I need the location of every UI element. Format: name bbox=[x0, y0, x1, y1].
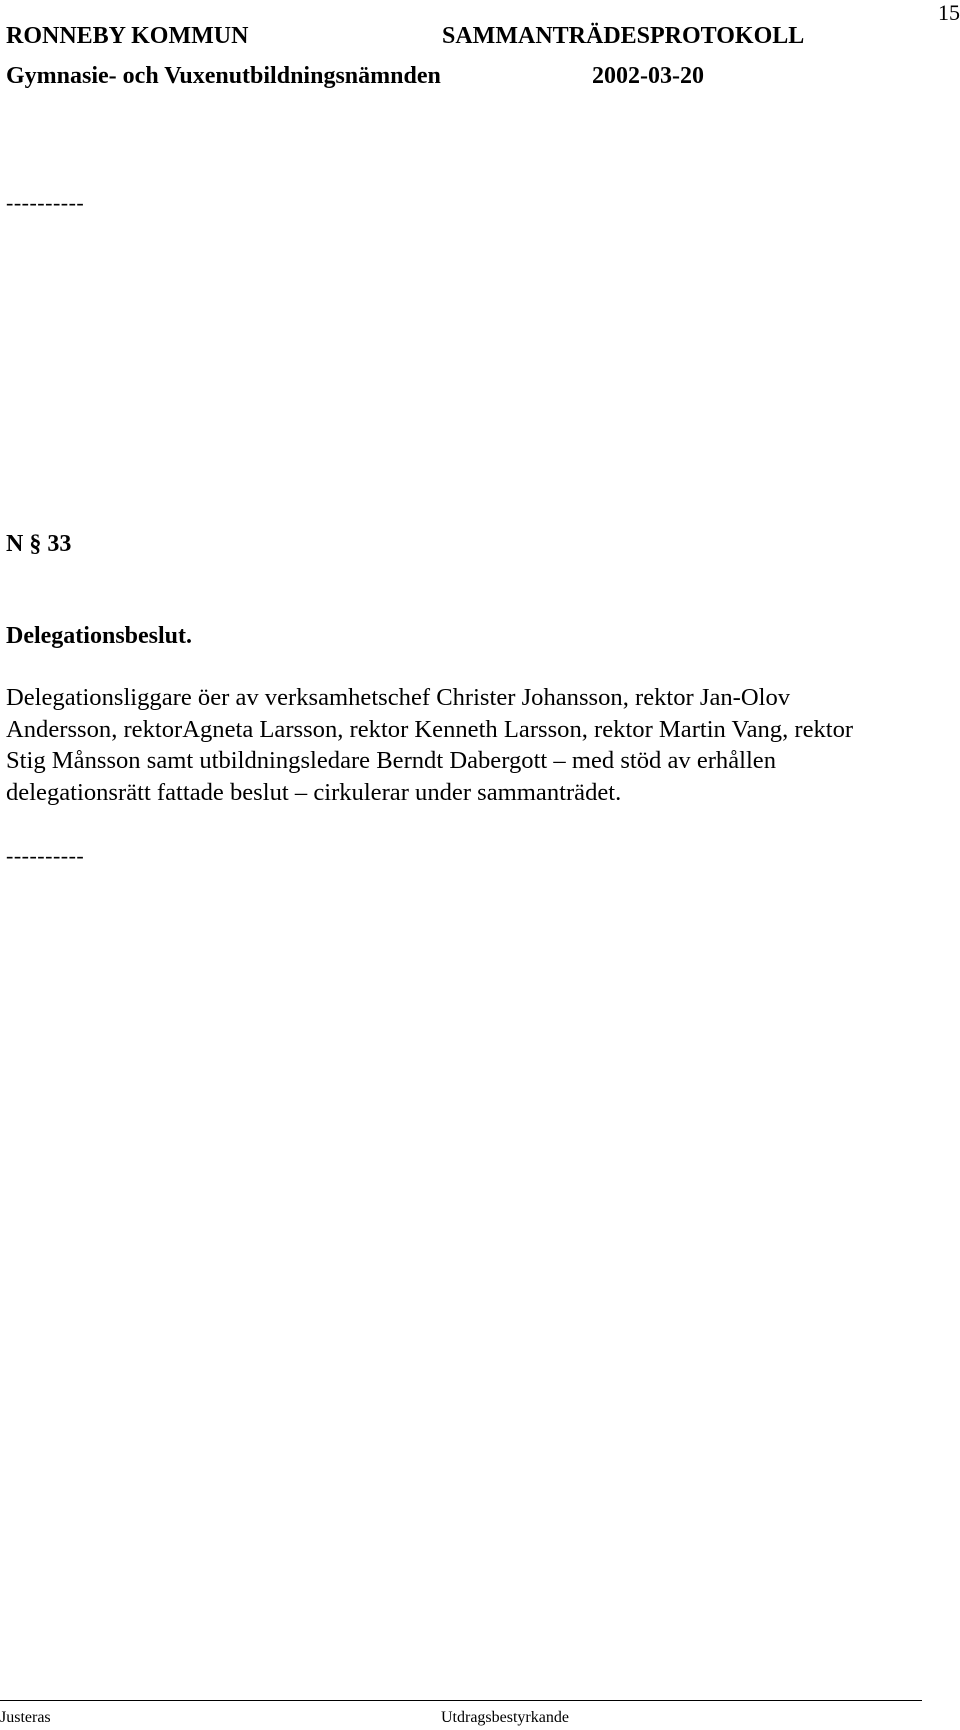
footer-utdragsbestyrkande-label: Utdragsbestyrkande bbox=[441, 1709, 569, 1726]
separator-bottom: ---------- bbox=[6, 843, 85, 868]
section-body: Delegationsliggare öer av verksamhetschef Christer Johansson, rektor Jan-Olov Andersson, rektorAgneta Larsson, rektor Kenneth Larsson, rektor Martin Vang, rektor Stig Månsson samt utbildningsledare Berndt Dabergott – med stöd av erhållen delegationsrätt fattade beslut – cirkulerar under sammanträdet. bbox=[6, 684, 854, 806]
meeting-date: 2002-03-20 bbox=[592, 63, 704, 89]
page-number: 15 bbox=[938, 0, 960, 25]
organization-name: RONNEBY KOMMUN bbox=[6, 23, 249, 49]
committee-name: Gymnasie- och Vuxenutbildningsnämnden bbox=[6, 63, 441, 89]
footer-rule bbox=[0, 1700, 922, 1701]
document-type: SAMMANTRÄDESPROTOKOLL bbox=[442, 23, 805, 49]
separator-top: ---------- bbox=[6, 190, 85, 215]
section-title: Delegationsbeslut. bbox=[6, 623, 192, 649]
footer-justeras-label: Justeras bbox=[0, 1709, 51, 1726]
paragraph-number: N § 33 bbox=[6, 531, 72, 557]
